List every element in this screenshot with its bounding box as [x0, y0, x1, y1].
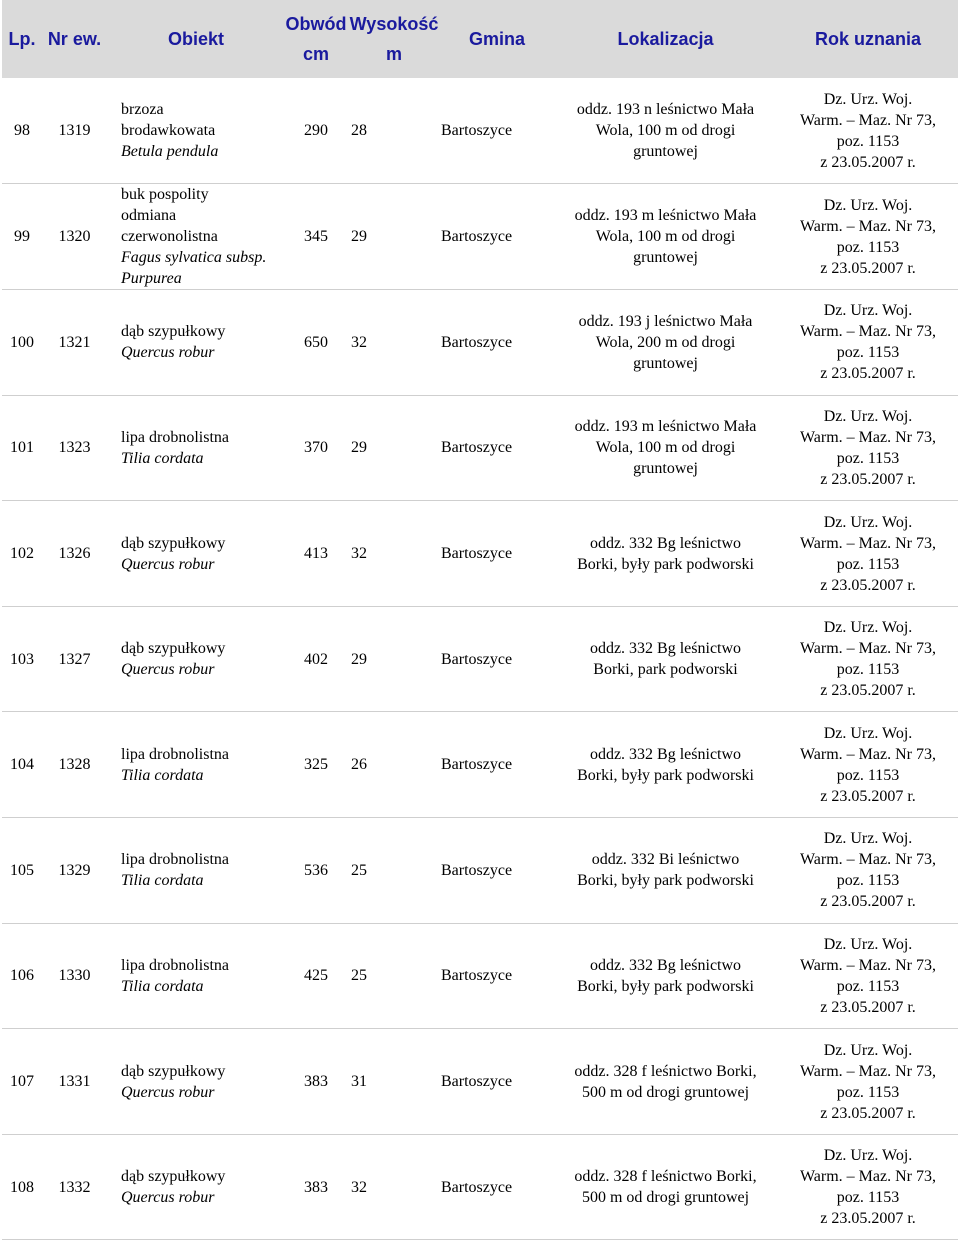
monuments-table [2, 0, 958, 1240]
header-lokalizacja: Lokalizacja [553, 0, 778, 78]
recognition-line: Warm. – Maz. Nr 73, [799, 1062, 936, 1080]
location-line: 500 m od drogi gruntowej [581, 1083, 750, 1101]
cell-obiekt [107, 501, 285, 607]
species-name-line: dąb szypułkowy [121, 534, 226, 552]
location-line: gruntowej [633, 460, 698, 478]
cell-obwod: 345 [285, 184, 347, 290]
location-line: Wola, 200 m od drogi [595, 333, 736, 351]
cell-lp: 98 [2, 78, 42, 184]
species-name-line: dąb szypułkowy [121, 323, 226, 341]
recognition-line: poz. 1153 [836, 449, 900, 467]
table-row [2, 818, 958, 924]
cell-lp: 99 [2, 184, 42, 290]
recognition-line: Dz. Urz. Woj. [823, 196, 913, 214]
cell-lp: 106 [2, 923, 42, 1029]
cell-obiekt [107, 184, 285, 290]
cell-nr-ew: 1320 [42, 184, 107, 290]
table-header-row [2, 0, 958, 78]
location-line: oddz. 328 f leśnictwo Borki, [574, 1062, 757, 1080]
recognition-line: z 23.05.2007 r. [820, 998, 916, 1016]
cell-obiekt [107, 1029, 285, 1135]
recognition-line: z 23.05.2007 r. [820, 470, 916, 488]
cell-lp: 102 [2, 501, 42, 607]
cell-wysokosc: 32 [347, 501, 441, 607]
cell-obwod: 383 [285, 1134, 347, 1240]
cell-lokalizacja [553, 818, 778, 924]
cell-lokalizacja [553, 501, 778, 607]
species-name-line: dąb szypułkowy [121, 640, 226, 658]
latin-name: Quercus robur [121, 661, 215, 679]
location-line: Borki, były park podworski [577, 555, 754, 573]
cell-gmina: Bartoszyce [441, 395, 553, 501]
recognition-line: poz. 1153 [836, 132, 900, 150]
location-line: oddz. 332 Bi leśnictwo [591, 851, 740, 869]
recognition-line: Dz. Urz. Woj. [823, 935, 913, 953]
recognition-line: z 23.05.2007 r. [820, 893, 916, 911]
cell-lokalizacja [553, 290, 778, 396]
table-row [2, 501, 958, 607]
cell-wysokosc: 32 [347, 290, 441, 396]
recognition-line: Dz. Urz. Woj. [823, 619, 913, 637]
cell-obwod: 413 [285, 501, 347, 607]
latin-name: Tilia cordata [121, 766, 204, 784]
cell-obwod: 383 [285, 1029, 347, 1135]
recognition-line: Warm. – Maz. Nr 73, [799, 1168, 936, 1186]
table-row [2, 712, 958, 818]
recognition-line: Warm. – Maz. Nr 73, [799, 428, 936, 446]
cell-gmina: Bartoszyce [441, 1029, 553, 1135]
recognition-line: Warm. – Maz. Nr 73, [799, 956, 936, 974]
cell-lokalizacja [553, 184, 778, 290]
cell-lokalizacja [553, 1134, 778, 1240]
cell-rok-uznania [778, 923, 958, 1029]
cell-obiekt [107, 712, 285, 818]
cell-wysokosc: 32 [347, 1134, 441, 1240]
cell-nr-ew: 1323 [42, 395, 107, 501]
species-name-line: lipa drobnolistna [121, 428, 229, 446]
cell-wysokosc: 29 [347, 184, 441, 290]
header-wysokosc-unit: m [385, 44, 402, 64]
latin-name: Tilia cordata [121, 872, 204, 890]
cell-obiekt [107, 606, 285, 712]
location-line: oddz. 193 n leśnictwo Mała [576, 101, 755, 119]
recognition-line: Warm. – Maz. Nr 73, [799, 640, 936, 658]
species-name-line: czerwonolistna [121, 228, 218, 246]
cell-obiekt [107, 78, 285, 184]
recognition-line: poz. 1153 [836, 238, 900, 256]
cell-wysokosc: 31 [347, 1029, 441, 1135]
cell-rok-uznania [778, 501, 958, 607]
table-row [2, 1134, 958, 1240]
species-name-line: brzoza [121, 101, 164, 119]
recognition-line: poz. 1153 [836, 766, 900, 784]
recognition-line: Dz. Urz. Woj. [823, 724, 913, 742]
cell-lokalizacja [553, 395, 778, 501]
cell-rok-uznania [778, 1134, 958, 1240]
recognition-line: Dz. Urz. Woj. [823, 407, 913, 425]
cell-gmina: Bartoszyce [441, 1134, 553, 1240]
cell-rok-uznania [778, 290, 958, 396]
recognition-line: z 23.05.2007 r. [820, 682, 916, 700]
cell-obiekt [107, 1134, 285, 1240]
cell-lokalizacja [553, 78, 778, 184]
table-row [2, 606, 958, 712]
cell-wysokosc: 26 [347, 712, 441, 818]
location-line: oddz. 332 Bg leśnictwo [589, 640, 742, 658]
cell-obwod: 425 [285, 923, 347, 1029]
cell-obiekt [107, 923, 285, 1029]
header-obwod-unit: cm [302, 44, 329, 64]
cell-nr-ew: 1329 [42, 818, 107, 924]
latin-name: Quercus robur [121, 1083, 215, 1101]
cell-rok-uznania [778, 712, 958, 818]
species-name-line: lipa drobnolistna [121, 851, 229, 869]
table-row [2, 395, 958, 501]
header-obwod-label: Obwód [285, 14, 347, 34]
location-line: gruntowej [633, 354, 698, 372]
cell-rok-uznania [778, 184, 958, 290]
recognition-line: z 23.05.2007 r. [820, 259, 916, 277]
location-line: oddz. 332 Bg leśnictwo [589, 745, 742, 763]
recognition-line: Warm. – Maz. Nr 73, [799, 217, 936, 235]
recognition-line: poz. 1153 [836, 555, 900, 573]
header-lp: Lp. [2, 0, 42, 78]
cell-rok-uznania [778, 395, 958, 501]
cell-nr-ew: 1331 [42, 1029, 107, 1135]
location-line: gruntowej [633, 249, 698, 267]
location-line: oddz. 193 j leśnictwo Mała [578, 312, 753, 330]
cell-obwod: 402 [285, 606, 347, 712]
cell-obwod: 536 [285, 818, 347, 924]
recognition-line: poz. 1153 [836, 1189, 900, 1207]
cell-nr-ew: 1328 [42, 712, 107, 818]
latin-name: Quercus robur [121, 555, 215, 573]
species-name-line: lipa drobnolistna [121, 745, 229, 763]
cell-nr-ew: 1319 [42, 78, 107, 184]
recognition-line: poz. 1153 [836, 977, 900, 995]
location-line: oddz. 332 Bg leśnictwo [589, 956, 742, 974]
header-wysokosc-label: Wysokość [349, 14, 439, 34]
species-name-line: buk pospolity [121, 186, 209, 204]
latin-name: Quercus robur [121, 344, 215, 362]
cell-wysokosc: 25 [347, 923, 441, 1029]
cell-lp: 104 [2, 712, 42, 818]
species-name-line: dąb szypułkowy [121, 1062, 226, 1080]
location-line: Borki, były park podworski [577, 766, 754, 784]
cell-lp: 108 [2, 1134, 42, 1240]
header-wysokosc [347, 0, 441, 78]
cell-gmina: Bartoszyce [441, 290, 553, 396]
table-row [2, 78, 958, 184]
recognition-line: poz. 1153 [836, 344, 900, 362]
cell-nr-ew: 1330 [42, 923, 107, 1029]
cell-lokalizacja [553, 712, 778, 818]
cell-rok-uznania [778, 1029, 958, 1135]
table-row [2, 1029, 958, 1135]
cell-lp: 107 [2, 1029, 42, 1135]
latin-name: Tilia cordata [121, 977, 204, 995]
location-line: oddz. 193 m leśnictwo Mała [574, 418, 757, 436]
species-name-line: dąb szypułkowy [121, 1168, 226, 1186]
location-line: oddz. 332 Bg leśnictwo [589, 534, 742, 552]
location-line: Borki, były park podworski [577, 872, 754, 890]
cell-wysokosc: 25 [347, 818, 441, 924]
cell-lokalizacja [553, 606, 778, 712]
location-line: Borki, były park podworski [577, 977, 754, 995]
latin-name: Tilia cordata [121, 449, 204, 467]
cell-rok-uznania [778, 818, 958, 924]
recognition-line: Warm. – Maz. Nr 73, [799, 323, 936, 341]
location-line: oddz. 328 f leśnictwo Borki, [574, 1168, 757, 1186]
location-line: Borki, park podworski [593, 661, 738, 679]
table-row [2, 184, 958, 290]
header-obwod [285, 0, 347, 78]
cell-obwod: 650 [285, 290, 347, 396]
cell-lokalizacja [553, 1029, 778, 1135]
cell-obiekt [107, 290, 285, 396]
cell-obwod: 290 [285, 78, 347, 184]
recognition-line: z 23.05.2007 r. [820, 365, 916, 383]
cell-wysokosc: 28 [347, 78, 441, 184]
recognition-line: Warm. – Maz. Nr 73, [799, 111, 936, 129]
table-body [2, 78, 958, 1240]
cell-rok-uznania [778, 606, 958, 712]
latin-name: Betula pendula [121, 143, 219, 161]
species-name-line: odmiana [121, 207, 177, 225]
cell-wysokosc: 29 [347, 395, 441, 501]
cell-gmina: Bartoszyce [441, 78, 553, 184]
cell-obiekt [107, 818, 285, 924]
cell-nr-ew: 1326 [42, 501, 107, 607]
recognition-line: Dz. Urz. Woj. [823, 1147, 913, 1165]
location-line: oddz. 193 m leśnictwo Mała [574, 207, 757, 225]
table-row [2, 923, 958, 1029]
cell-nr-ew: 1327 [42, 606, 107, 712]
recognition-line: Dz. Urz. Woj. [823, 90, 913, 108]
cell-obwod: 370 [285, 395, 347, 501]
cell-gmina: Bartoszyce [441, 923, 553, 1029]
recognition-line: z 23.05.2007 r. [820, 1104, 916, 1122]
cell-obiekt [107, 395, 285, 501]
header-gmina: Gmina [441, 0, 553, 78]
cell-nr-ew: 1321 [42, 290, 107, 396]
recognition-line: poz. 1153 [836, 1083, 900, 1101]
cell-gmina: Bartoszyce [441, 818, 553, 924]
cell-gmina: Bartoszyce [441, 712, 553, 818]
species-name-line: brodawkowata [121, 122, 216, 140]
recognition-line: z 23.05.2007 r. [820, 1210, 916, 1228]
recognition-line: Dz. Urz. Woj. [823, 513, 913, 531]
latin-name: Fagus sylvatica subsp. Purpurea [121, 249, 267, 288]
table-row [2, 290, 958, 396]
species-name-line: lipa drobnolistna [121, 956, 229, 974]
recognition-line: Dz. Urz. Woj. [823, 1041, 913, 1059]
recognition-line: poz. 1153 [836, 872, 900, 890]
header-obiekt: Obiekt [107, 0, 285, 78]
cell-lp: 103 [2, 606, 42, 712]
cell-obwod: 325 [285, 712, 347, 818]
location-line: Wola, 100 m od drogi [595, 439, 736, 457]
cell-lp: 101 [2, 395, 42, 501]
recognition-line: z 23.05.2007 r. [820, 153, 916, 171]
cell-rok-uznania [778, 78, 958, 184]
cell-lp: 105 [2, 818, 42, 924]
location-line: Wola, 100 m od drogi [595, 228, 736, 246]
recognition-line: Dz. Urz. Woj. [823, 302, 913, 320]
cell-lp: 100 [2, 290, 42, 396]
cell-lokalizacja [553, 923, 778, 1029]
recognition-line: Warm. – Maz. Nr 73, [799, 851, 936, 869]
recognition-line: z 23.05.2007 r. [820, 576, 916, 594]
cell-gmina: Bartoszyce [441, 606, 553, 712]
recognition-line: z 23.05.2007 r. [820, 787, 916, 805]
latin-name: Quercus robur [121, 1189, 215, 1207]
recognition-line: Warm. – Maz. Nr 73, [799, 534, 936, 552]
location-line: gruntowej [633, 143, 698, 161]
header-rok-uznania: Rok uznania [778, 0, 958, 78]
header-nr-ew: Nr ew. [42, 0, 107, 78]
recognition-line: Warm. – Maz. Nr 73, [799, 745, 936, 763]
location-line: 500 m od drogi gruntowej [581, 1189, 750, 1207]
recognition-line: Dz. Urz. Woj. [823, 830, 913, 848]
cell-gmina: Bartoszyce [441, 501, 553, 607]
cell-nr-ew: 1332 [42, 1134, 107, 1240]
cell-gmina: Bartoszyce [441, 184, 553, 290]
cell-wysokosc: 29 [347, 606, 441, 712]
location-line: Wola, 100 m od drogi [595, 122, 736, 140]
recognition-line: poz. 1153 [836, 661, 900, 679]
